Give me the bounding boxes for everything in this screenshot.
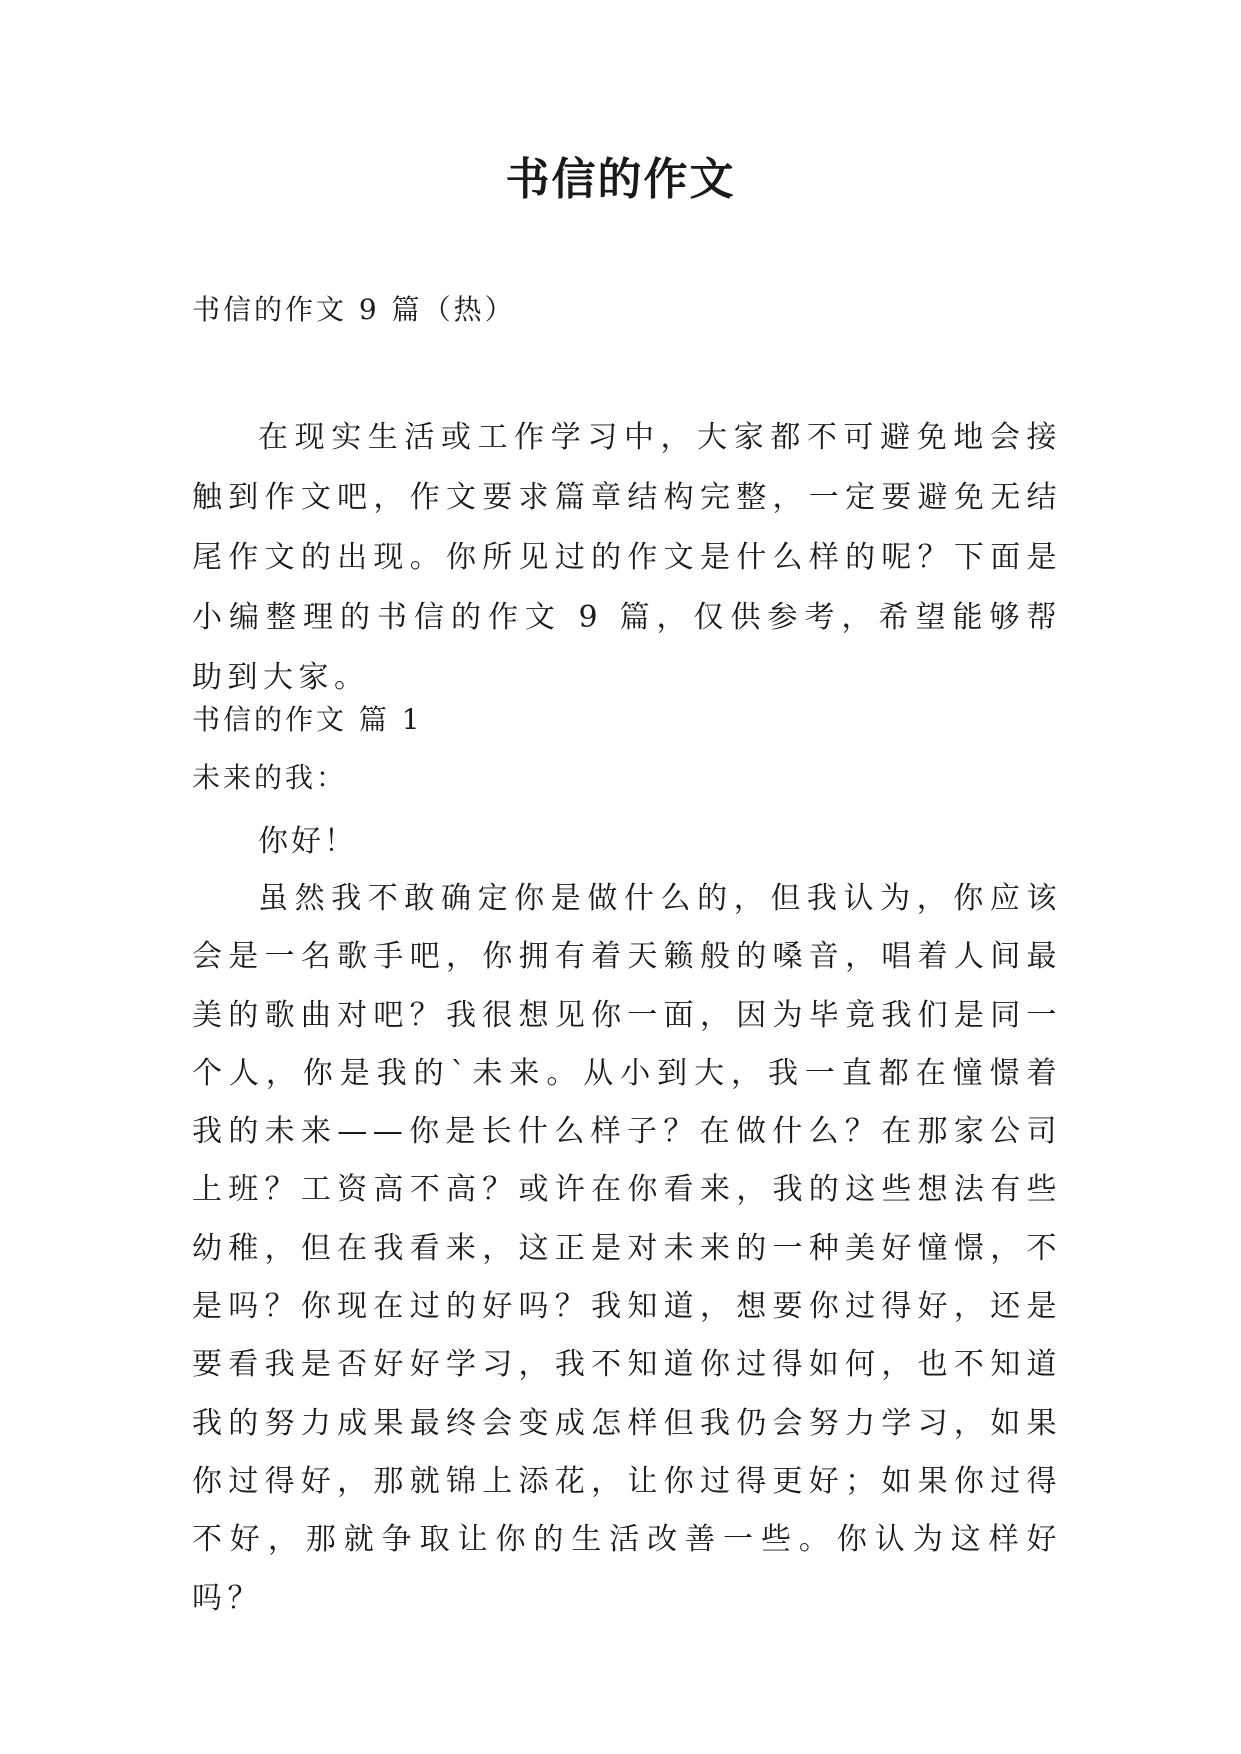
letter-greeting: 你好！ — [258, 824, 357, 859]
letter-body-paragraph: 虽然我不敢确定你是做什么的，但我认为，你应该会是一名歌手吧，你拥有着天籁般的嗓音，唱着人间最美的歌曲对吧？我很想见你一面，因为毕竟我们是同一个人，你是我的`未来。从小到大，我一直都在憧憬着我的未来——你是长什么样子？在做什么？在那家公司上班？工资高不高？或许在你看来，我的这些想法有些幼稚，但在我看来，这正是对未来的一种美好憧憬，不是吗？你现在过的好吗？我知道，想要你过得好，还是要看我是否好好学习，我不知道你过得如何，也不知道我的努力成果最终会变成怎样但我仍会努力学习，如果你过得好，那就锦上添花，让你过得更好；如果你过得不好，那就争取让你的生活改善一些。你认为这样好吗？ — [192, 881, 1062, 1616]
document-title: 书信的作文 — [505, 154, 736, 205]
document-subtitle: 书信的作文 9 篇（热） — [192, 293, 516, 326]
letter-salutation: 未来的我： — [192, 761, 348, 794]
section-heading: 书信的作文 篇 1 — [192, 703, 423, 736]
intro-paragraph: 在现实生活或工作学习中，大家都不可避免地会接触到作文吧，作文要求篇章结构完整，一定要避免无结尾作文的出现。你所见过的作文是什么样的呢？下面是小编整理的书信的作文 9 篇，仅供参考，希望能够帮助到大家。 — [192, 420, 1062, 695]
